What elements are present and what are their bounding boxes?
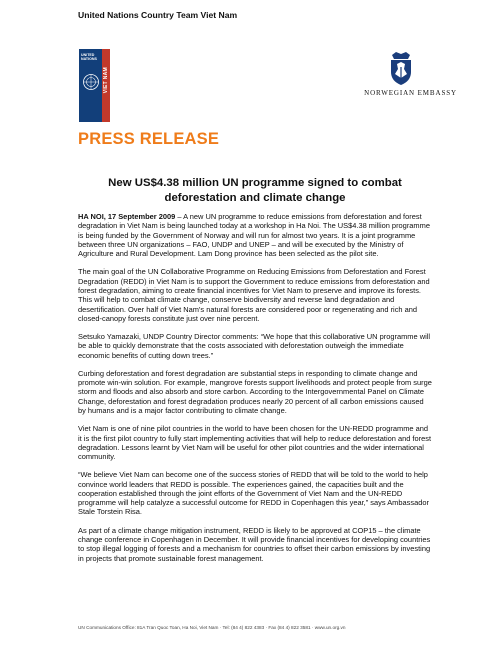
un-emblem-icon [82, 73, 100, 91]
dateline: HA NOI, 17 September 2009 [78, 212, 176, 221]
un-viet-nam-logo [79, 49, 110, 122]
norway-coat-of-arms-icon [383, 52, 419, 86]
un-logo-vertical-text: VIET NAM [103, 67, 109, 94]
paragraph-4: Curbing deforestation and forest degradation are substantial steps in responding to climate change and promote win-win solution. For example, mangrove forests support livelihoods and protect people from surge storm and floods and also absorb and store carbon. According to the Intergovernmental Panel on Climate Change, deforestation and forest degradation produces nearly 20 percent of all carbon emissions caused by humans and is a major factor contributing to climate change. [78, 368, 432, 416]
paragraph-2: The main goal of the UN Collaborative Programme on Reducing Emissions from Deforestation and Forest Degradation (REDD) in Viet Nam is to support the Government to reduce emissions from deforestation and forest degradation, aiming to create financial incentives for Viet Nam to preserve and improve its forests. This will help to combat climate change, conserve biodiversity and reverse land degradation and desertification. Over half of Viet Nam's natural forests are considered poor or regenerating and rich and closed-canopy forests constitute just over nine percent. [78, 267, 430, 323]
un-logo-text: UNITED NATIONS [81, 53, 97, 62]
paragraph-1 [78, 212, 432, 258]
header-organization: United Nations Country Team Viet Nam [78, 10, 238, 20]
footer-contact: UN Communications Office: 81A Tran Quoc Toan, Ha Noi, Viet Nam · Tel: (84 4) 822 4383 · Fax (84 4) 822 3581 · www.un.org.vn [78, 625, 346, 630]
press-release-heading: PRESS RELEASE [78, 130, 220, 148]
paragraph-7: As part of a climate change mitigation instrument, REDD is likely to be approved at COP15 – the climate change conference in Copenhagen in December. It will provide financial incentives for developing countries to stop illegal logging of forests and a mechanism for countries to offset their carbon emissions by investing in projects that promote sustainable forest management. [78, 525, 431, 563]
paragraph-6: “We believe Viet Nam can become one of the success stories of REDD that will be told to the world to help convince world leaders that REDD is possible. The experiences gained, the capacities built and the cooperation established through the joint efforts of the Government of Viet Nam and the UN-REDD programme will help catalyze a successful outcome for REDD in Copenhagen this year,” says Ambassador Stale Torstein Risa. [78, 470, 429, 517]
norwegian-embassy-name: NORWEGIAN EMBASSY [364, 89, 457, 97]
press-release-title: New US$4.38 million UN programme signed to combat deforestation and climate change [108, 177, 402, 204]
paragraph-5: Viet Nam is one of nine pilot countries in the world to have been chosen for the UN-REDD programme and it is the first pilot country to fully start implementing activities that will help to reduce deforestation and forest degradation. Lessons learnt by Viet Nam will be useful for other pilot countries and the wider international community. [78, 424, 432, 462]
un-logo-strip [102, 49, 110, 122]
paragraph-1-text: – A new UN programme to reduce emissions from deforestation and forest degradation in Viet Nam is being launched today at a workshop in Ha Noi. The US$4.38 million programme is being funded by the Government of Norway and will run for almost two years. It is a joint programme between three UN organizations – FAO, UNDP and UNEP – and will be executed by the Ministry of Agriculture and Rural Development. Lam Dong province has been selected as the pilot site. [78, 212, 430, 259]
press-release-body [78, 212, 432, 572]
paragraph-3: Setsuko Yamazaki, UNDP Country Director comments: “We hope that this collaborative UN programme will be able to quickly demonstrate that the costs associated with deforestation outweigh the immediate economic benefits of cutting down trees.” [78, 332, 431, 360]
